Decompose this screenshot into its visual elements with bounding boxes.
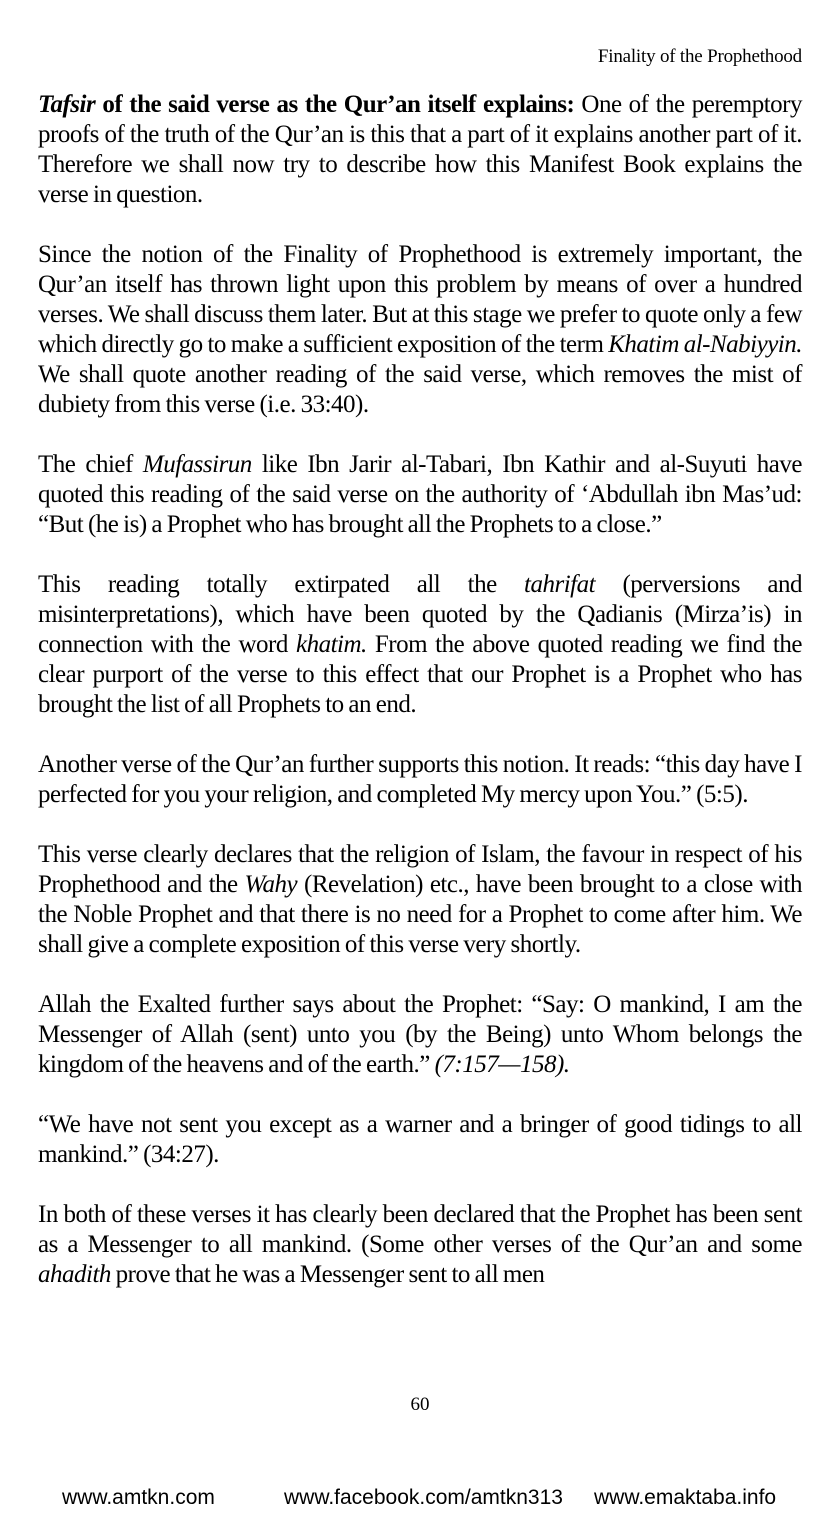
paragraph-religion-of-islam: This verse clearly declares that the religion of Islam, the favour in respect of his Prophethood and the Wahy (Revelation) etc., have been brought to a close with the Noble Prophet and that there is no need for a Prophet to come after him. We shall give a complete exposition of this verse very shortly. <box>38 841 802 958</box>
footer-link-amtkn[interactable]: www.amtkn.com <box>62 1486 215 1509</box>
footer <box>0 1486 840 1516</box>
footer-link-facebook[interactable]: www.facebook.com/amtkn313 <box>284 1486 563 1509</box>
term-ahadith: ahadith <box>38 1261 111 1288</box>
footer-link-emaktaba[interactable]: www.emaktaba.info <box>594 1486 777 1509</box>
body-text <box>38 90 802 1290</box>
term-tahrifat: tahrifat <box>524 571 596 598</box>
paragraph-finality: Since the notion of the Finality of Prophethood is extremely important, the Qur’an itself has thrown light upon this problem by means of over a hundred verses. We shall discuss them later. But at this stage we prefer to quote only a few which directly go to make a sufficient exposition of the term Khatim al-Nabiyyin. We shall quote another reading of the said verse, which removes the mist of dubiety from this verse (i.e. 33:40). <box>38 241 802 418</box>
term-tafsir: Tafsir <box>38 91 96 118</box>
paragraph-tafsir: Tafsir of the said verse as the Qur’an itself explains: One of the peremptory proofs of the truth of the Qur’an is this that a part of it explains another part of it. Therefore we shall now try to describe how this Manifest Book explains the verse in question. <box>38 91 802 208</box>
term-wahy: Wahy <box>244 871 298 898</box>
paragraph-another-verse: Another verse of the Qur’an further supports this notion. It reads: “this day have I perfected for you your religion, and completed My mercy upon You.” (5:5). <box>38 751 802 808</box>
running-header: Finality of the Prophethood <box>597 46 802 67</box>
term-khatim-al-nabiyyin: Khatim al-Nabiyyin. <box>608 331 802 358</box>
paragraph-messenger-of-allah: Allah the Exalted further says about the Prophet: “Say: O mankind, I am the Messenger of Allah (sent) unto you (by the Being) unto Whom belongs the kingdom of the heavens and of the earth.” (7:157—158). <box>38 991 802 1078</box>
paragraph-warner: “We have not sent you except as a warner and a bringer of good tidings to all mankind.” (34:27). <box>38 1111 802 1168</box>
page-number: 60 <box>410 1394 430 1415</box>
term-mufassirun: Mufassirun <box>142 451 252 478</box>
paragraph-both-verses: In both of these verses it has clearly been declared that the Prophet has been sent as a Messenger to all mankind. (Some other verses of the Qur’an and some ahadith prove that he was a Messenger sent to all men <box>38 1201 802 1288</box>
verse-reference: (7:157—158). <box>434 1051 570 1078</box>
paragraph-mufassirun: The chief Mufassirun like Ibn Jarir al-Tabari, Ibn Kathir and al-Suyuti have quoted this reading of the said verse on the authority of ‘Abdullah ibn Mas’ud: “But (he is) a Prophet who has brought all the Prophets to a close.” <box>38 451 802 538</box>
bold-heading: of the said verse as the Qur’an itself explains: <box>95 91 575 118</box>
term-khatim: khatim. <box>295 631 367 658</box>
paragraph-tahrifat: This reading totally extirpated all the tahrifat (perversions and misinterpretations), which have been quoted by the Qadianis (Mirza’is) in connection with the word khatim. From the above quoted reading we find the clear purport of the verse to this effect that our Prophet is a Prophet who has brought the list of all Prophets to an end. <box>38 571 802 718</box>
